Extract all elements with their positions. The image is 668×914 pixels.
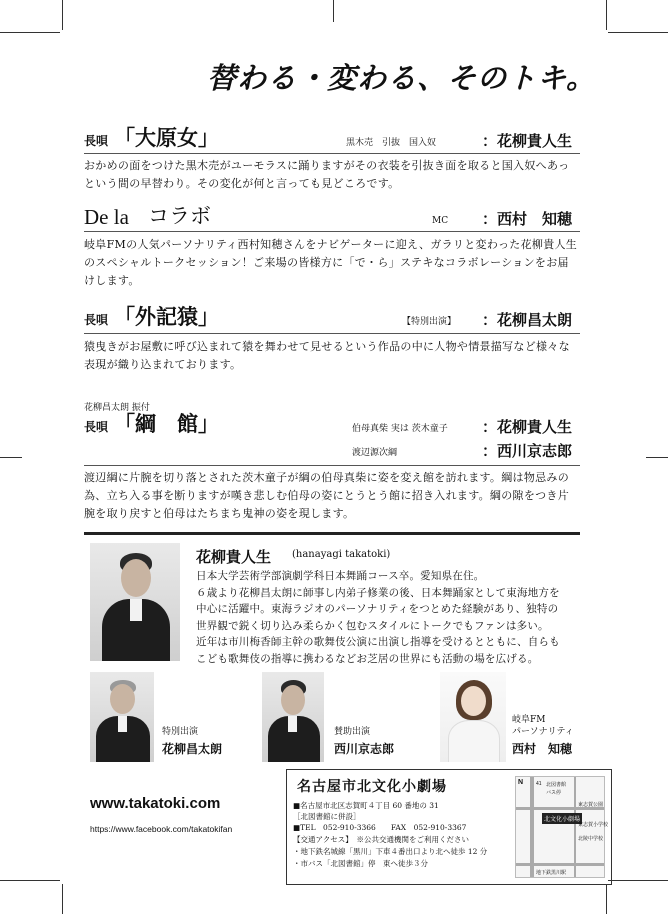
program-title: 「大原女」 [114, 125, 219, 150]
program-role: 黒木売 引抜 国入奴 [346, 138, 437, 148]
map-park-label: 東志賀公園 [578, 802, 604, 808]
venue-access-subway: ・地下鉄名城線「黒川」下車４番出口より北へ徒歩 12 分 [293, 847, 488, 856]
crop-mark [0, 880, 60, 881]
map-north-label: N [518, 779, 524, 786]
map-route-label: 41 [536, 781, 542, 787]
program-role: 渡辺源次綱 [352, 448, 398, 458]
program-role: 伯母真柴 実は 茨木童子 [352, 424, 448, 434]
profile-romaji: (hanayagi takatoki) [292, 549, 391, 560]
program-description: 岐阜FMの人気パーソナリティ西村知穂さんをナビゲーターに迎え、ガラリと変わった花柳貴人生のスペシャルトークセッション！ご来場の皆様方に「で・ら」ステキなコラボレーションをお届けします。 [84, 238, 578, 287]
program-description: おかめの面をつけた黒木売がユーモラスに踊りますがその衣装を引抜き面を取ると国入奴へあっという間の早替わり。その変化が何と言っても見どころです。 [84, 159, 570, 190]
profile-photo [90, 543, 180, 661]
program-title: コラボ [148, 204, 211, 228]
bio-line: 日本大学芸術学部演劇学科日本舞踊コース卒。愛知県在住。 [196, 570, 485, 582]
program-performer: ：花柳貴人生 [482, 132, 573, 150]
venue-address: ■名古屋市北区志賀町４丁目 60 番地の 31 [293, 801, 439, 810]
map-station-label: 地下鉄黒川駅 [536, 870, 567, 876]
bio-line: 中心に活躍中。東海ラジオのパーソナリティをつとめた経験があり、独特の [196, 603, 559, 615]
venue-access-bus: ・市バス「北図書館」停 東へ徒歩３分 [293, 859, 428, 868]
crop-mark [333, 0, 334, 22]
profile-bio [196, 568, 581, 667]
bio-line: ６歳より花柳昌太朗に師事し内弟子修業の後、日本舞踊家として東海地方を [196, 586, 560, 599]
crop-mark [606, 0, 607, 30]
crop-mark [608, 880, 668, 881]
program-2-header [84, 204, 580, 230]
program-role: MC [432, 216, 449, 226]
map-school-label: 東志賀小学校 [578, 822, 609, 828]
crop-mark [606, 884, 607, 914]
bio-line: 世界観で鋭く切り込み柔らかく包むスタイルにトークでもファンは多い。 [196, 619, 549, 632]
map-library-label: 北図書館 [546, 782, 567, 788]
program-genre: 長唄 [84, 313, 109, 327]
venue-map [515, 776, 609, 878]
program-title: 「綱 館」 [114, 411, 219, 436]
venue-box [286, 769, 612, 885]
venue-access-title: 【交通アクセス】 ※公共交通機関をご利用ください [293, 835, 470, 844]
section-divider [84, 532, 580, 535]
program-performer: ：西村 知穂 [482, 210, 573, 228]
program-title-latin: De la [84, 205, 129, 229]
crop-mark [62, 0, 63, 30]
venue-address-note: ［北図書館に併設］ [293, 812, 361, 821]
program-performer: ：花柳昌太朗 [482, 311, 573, 329]
guest-tag: 特別出演 [162, 727, 199, 737]
divider [84, 153, 580, 154]
headline: 替わる・変わる、そのトキ。 [207, 61, 596, 95]
program-performer: ：花柳貴人生 [482, 418, 573, 436]
crop-mark [646, 457, 668, 458]
guest-name: 西村 知穂 [512, 742, 573, 756]
divider [84, 231, 580, 232]
program-choreographer: 花柳昌太朗 振付 [84, 403, 150, 413]
profile-name: 花柳貴人生 [196, 548, 272, 566]
crop-mark [0, 457, 22, 458]
program-title: 「外記猿」 [114, 304, 219, 329]
program-performer: ：西川京志郎 [482, 442, 573, 460]
guest-tag: 賛助出演 [334, 727, 371, 737]
guest-photo [90, 672, 154, 762]
program-1-header [84, 126, 580, 152]
guest-tag: 岐阜FM パーソナリティ [512, 715, 574, 737]
bio-line: 近年は市川梅香師主幹の歌舞伎公演に出演し指導を受けるとともに、自らも [196, 636, 560, 648]
program-3-header [84, 305, 580, 331]
guest-name: 西川京志郎 [334, 742, 395, 756]
crop-mark [0, 32, 60, 33]
program-4-cast [84, 436, 580, 462]
divider [84, 333, 580, 334]
divider [84, 465, 580, 466]
facebook-link[interactable]: https://www.facebook.com/takatokifan [90, 824, 233, 834]
map-school-label: 北陵中学校 [578, 836, 604, 842]
crop-mark [62, 884, 63, 914]
guest-photo [440, 672, 506, 762]
map-bus-label: バス停 [546, 790, 562, 796]
guest-photo [262, 672, 324, 762]
venue-phone: ■TEL 052-910-3366 FAX 052-910-3367 [293, 823, 467, 832]
program-description: 渡辺綱に片腕を切り落とされた茨木童子が綱の伯母真柴に姿を変え館を訪れます。綱は物忌みの為、立ち入る事を断りますが嘆き悲しむ伯母の姿にとうとう館に招き入れます。綱の隙をつき片腕を取り戻すと伯母はたちまち鬼神の姿を現します。 [84, 471, 570, 520]
map-hall-label: 北文化小劇場 [542, 813, 582, 824]
program-4-header [84, 412, 580, 438]
venue-name: 名古屋市北文化小劇場 [297, 779, 447, 795]
website-link[interactable]: www.takatoki.com [90, 795, 221, 812]
crop-mark [608, 32, 668, 33]
program-description: 猿曳きがお屋敷に呼び込まれて猿を舞わせて見せるという作品の中に人物や情景描写など様々な表現が織り込まれております。 [84, 340, 570, 371]
program-role: 【特別出演】 [402, 317, 457, 327]
program-genre: 長唄 [84, 134, 109, 148]
program-genre: 長唄 [84, 420, 109, 434]
bio-line: こども歌舞伎の指導に携わるなどお芝居の世界にも活動の場を広げる。 [196, 652, 539, 665]
guest-name: 花柳昌太朗 [162, 742, 223, 756]
